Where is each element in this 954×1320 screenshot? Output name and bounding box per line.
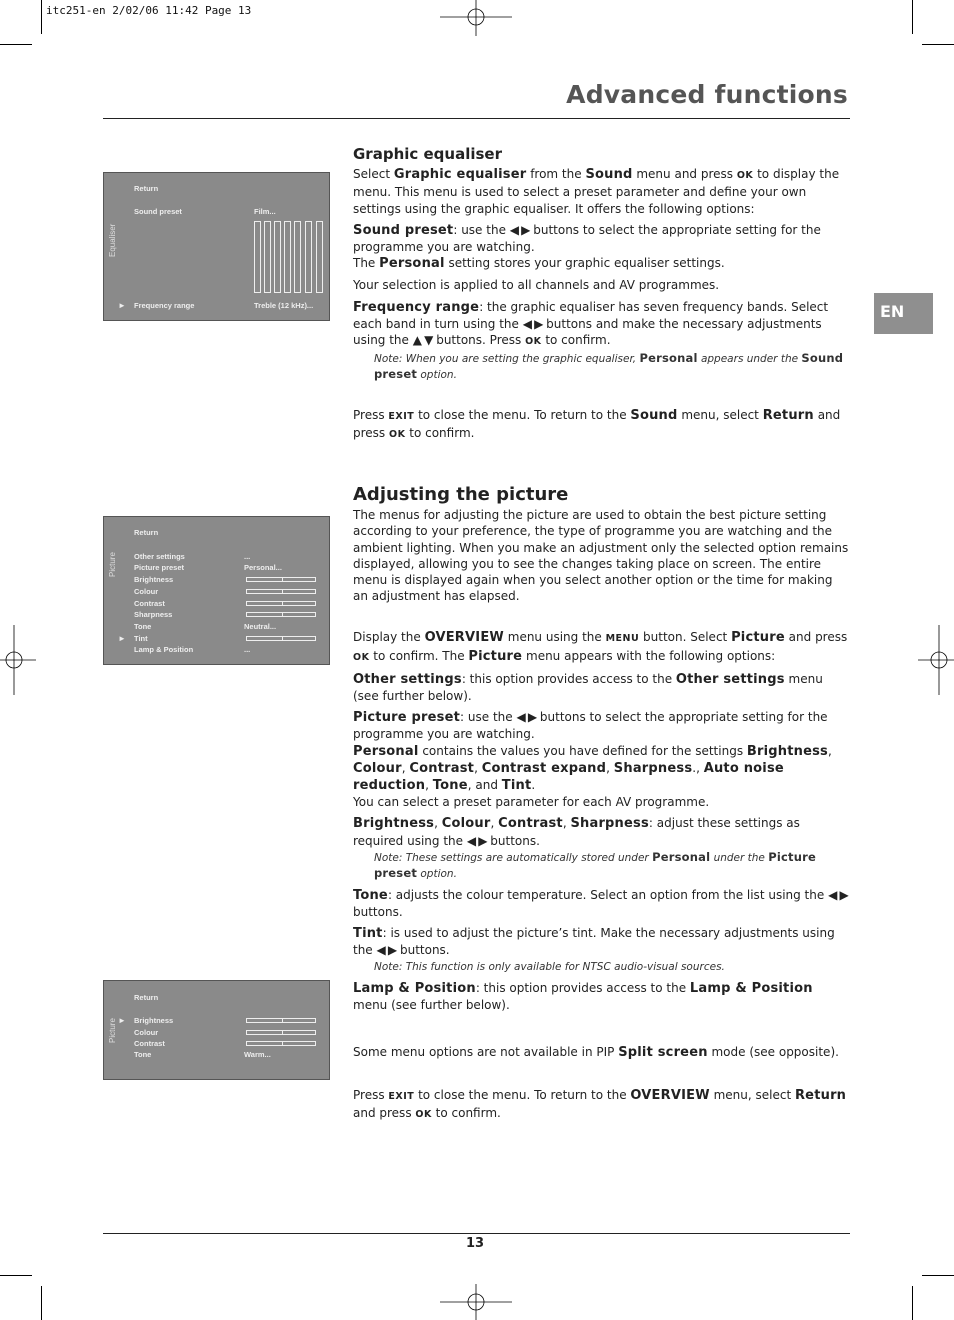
menu-vertical-label: Equaliser (108, 223, 117, 257)
note: Note: These settings are automatically stored under Personal under the Picture preset option. (374, 849, 816, 880)
menu-item-frequency-range: Frequency range (134, 301, 195, 310)
paragraph: Select Graphic equaliser from the Sound menu and press OK to display the menu. This menu is used to select a preset parameter and define your own settings using the graphic equaliser. It offers the following options: (353, 167, 840, 216)
paragraph: You can select a preset parameter for each AV programme. (353, 795, 710, 810)
paragraph: Tone: adjusts the colour temperature. Select an option from the list using the ◀ ▶ buttons. (353, 887, 848, 920)
menu-item-return: Return (134, 528, 159, 537)
crop-mark (41, 0, 42, 34)
paragraph: Tint: is used to adjust the picture’s tint. Make the necessary adjustments using the ◀ ▶ buttons. (353, 926, 835, 958)
left-right-arrows-icon: ◀ ▶ (466, 833, 487, 848)
paragraph: Picture preset: use the ◀ ▶ buttons to select the appropriate setting for the programme you are watching. (353, 710, 828, 742)
note: Note: When you are setting the graphic equaliser, Personal appears under the Sound preset option. (374, 351, 844, 382)
tint-slider (246, 636, 316, 641)
crop-mark (0, 1275, 32, 1276)
selection-arrow-icon: ► (118, 1016, 126, 1025)
menu-item-tone: Tone (134, 1050, 152, 1059)
paragraph: Press EXIT to close the menu. To return to the Sound menu, select Return and press OK to confirm. (353, 408, 841, 441)
note: Note: This function is only available for NTSC audio-visual sources. (374, 960, 725, 973)
paragraph: The menus for adjusting the picture are used to obtain the best picture setting according to your preference, the type of programme you are watching and the ambient lighting. When you make an adjustment only the selected option remains displayed, allowing you to see the changes taking place on screen. The entire menu is displayed again when you select another option or the time for making an adjustment has elapsed. (353, 508, 849, 604)
sharpness-slider (246, 612, 316, 617)
menu-item-sharpness: Sharpness (134, 610, 173, 619)
menu-item-colour: Colour (134, 1028, 159, 1037)
menu-value-picture-preset: Personal... (244, 563, 282, 572)
crop-mark (0, 44, 32, 45)
eq-band (294, 221, 301, 293)
brightness-slider (246, 1018, 316, 1023)
page-title: Advanced functions (566, 80, 848, 109)
eq-band (274, 221, 281, 293)
brightness-slider (246, 577, 316, 582)
menu-item-other-settings: Other settings (134, 552, 185, 561)
menu-value-frequency-range: Treble (12 kHz)... (254, 301, 314, 310)
menu-vertical-label: Picture (108, 1018, 117, 1043)
up-down-arrows-icon: ▲ ▼ (412, 333, 433, 348)
language-tab: EN (874, 293, 933, 334)
adjusting-picture-section (353, 484, 850, 1129)
eq-band (305, 221, 312, 293)
colour-slider (246, 1030, 316, 1035)
picture-menu-screen (103, 516, 330, 665)
menu-value-tone: Warm... (244, 1050, 271, 1059)
crop-mark (922, 44, 954, 45)
eq-band (284, 221, 291, 293)
section-heading: Graphic equaliser (353, 145, 502, 163)
paragraph: Sound preset: use the ◀ ▶ buttons to select the appropriate setting for the programme you are watching. (353, 222, 821, 255)
equaliser-menu-screen (103, 172, 330, 321)
left-right-arrows-icon: ◀ ▶ (376, 943, 397, 958)
eq-band (316, 221, 323, 293)
contrast-slider (246, 1041, 316, 1046)
menu-item-contrast: Contrast (134, 599, 165, 608)
selection-arrow-icon: ► (118, 301, 126, 310)
menu-value-sound-preset: Film... (254, 207, 276, 216)
crop-mark (41, 1286, 42, 1320)
paragraph: Your selection is applied to all channels and AV programmes. (353, 278, 720, 293)
crop-mark (922, 1275, 954, 1276)
left-right-arrows-icon: ◀ ▶ (522, 316, 543, 331)
menu-item-contrast: Contrast (134, 1039, 165, 1048)
section-heading: Adjusting the picture (353, 484, 569, 505)
menu-item-return: Return (134, 184, 159, 193)
paragraph: Frequency range: the graphic equaliser has seven frequency bands. Select each band in turn using the ◀ ▶ buttons and make the necessary adjustments using the ▲ ▼ buttons. Press OK to confirm. (353, 299, 829, 348)
footer-rule (103, 1233, 850, 1234)
pip-picture-menu-screen (103, 980, 330, 1080)
left-right-arrows-icon: ◀ ▶ (828, 887, 848, 902)
registration-mark-icon (0, 625, 36, 695)
header-rule (103, 118, 850, 119)
menu-item-colour: Colour (134, 587, 159, 596)
paragraph: Press EXIT to close the menu. To return to the OVERVIEW menu, select Return and press OK to confirm. (353, 1088, 847, 1121)
left-right-arrows-icon: ◀ ▶ (516, 710, 537, 725)
paragraph: Personal contains the values you have defined for the settings Brightness, Colour, Contrast, Contrast expand, Sharpness., Auto noise reduction, Tone, and Tint. (353, 743, 832, 794)
menu-item-return: Return (134, 993, 159, 1002)
colour-slider (246, 589, 316, 594)
menu-item-picture-preset: Picture preset (134, 563, 185, 572)
eq-band (254, 221, 261, 293)
menu-item-sound-preset: Sound preset (134, 207, 182, 216)
registration-mark-icon (440, 1284, 512, 1320)
paragraph: Display the OVERVIEW menu using the MENU button. Select Picture and press OK to confirm. The Picture menu appears with the following options: (353, 630, 848, 664)
print-slug: itc251-en 2/02/06 11:42 Page 13 (46, 4, 252, 17)
menu-item-brightness: Brightness (134, 1016, 174, 1025)
eq-band (264, 221, 271, 293)
menu-vertical-label: Picture (108, 552, 117, 577)
registration-mark-icon (918, 625, 954, 695)
menu-item-tint: Tint (134, 634, 148, 643)
registration-mark-icon (440, 0, 512, 36)
contrast-slider (246, 601, 316, 606)
paragraph: Other settings: this option provides access to the Other settings menu (see further below). (353, 671, 823, 704)
graphic-equaliser-section (353, 146, 850, 449)
paragraph: Brightness, Colour, Contrast, Sharpness: adjust these settings as required using the ◀ ▶ buttons. (353, 816, 800, 848)
menu-value-tone: Neutral... (244, 622, 277, 631)
menu-item-tone: Tone (134, 622, 152, 631)
selection-arrow-icon: ► (118, 634, 126, 643)
paragraph: The Personal setting stores your graphic equaliser settings. (353, 256, 725, 272)
paragraph: Lamp & Position: this option provides access to the Lamp & Position menu (see further below). (353, 980, 813, 1012)
crop-mark (912, 0, 913, 34)
left-right-arrows-icon: ◀ ▶ (509, 222, 530, 237)
paragraph: Some menu options are not available in PIP Split screen mode (see opposite). (353, 1045, 839, 1061)
crop-mark (912, 1286, 913, 1320)
page-number: 13 (466, 1236, 485, 1251)
menu-value-lamp-position: ... (244, 645, 251, 654)
menu-item-brightness: Brightness (134, 575, 174, 584)
menu-item-lamp-position: Lamp & Position (134, 645, 194, 654)
menu-value-other-settings: ... (244, 552, 251, 561)
